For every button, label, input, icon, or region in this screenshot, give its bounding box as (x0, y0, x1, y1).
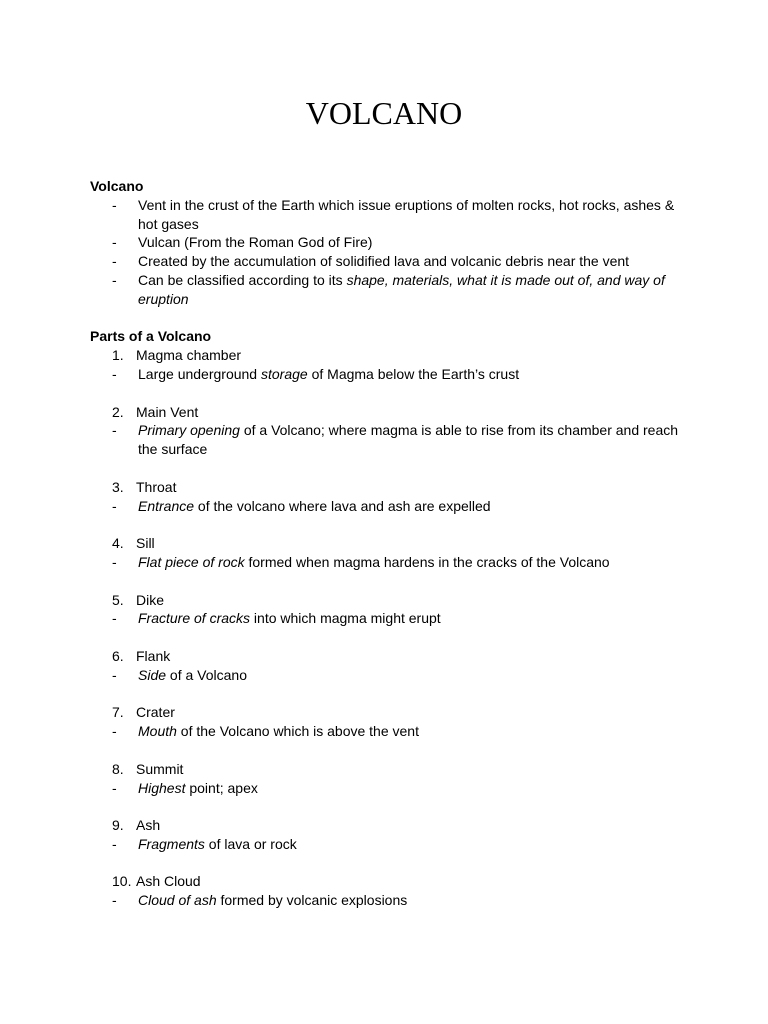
part-description-row (90, 835, 690, 854)
bullet-text-plain: Can be classified according to its (138, 271, 347, 288)
page-title: VOLCANO (305, 95, 463, 131)
dash-marker: - (112, 835, 117, 852)
part-name-row (90, 346, 690, 365)
part-number: 1. (112, 347, 124, 364)
part-description-row (90, 666, 690, 685)
part-description-row (90, 891, 690, 910)
part-description-row (90, 722, 690, 741)
dash-marker: - (112, 422, 117, 439)
part-description-italic: Side (138, 666, 167, 683)
dash-marker: - (112, 497, 117, 514)
part-number: 8. (112, 760, 124, 777)
part-number: 2. (112, 403, 124, 420)
document-content (90, 177, 690, 910)
part-name-row (90, 403, 690, 422)
part-item (90, 816, 690, 872)
part-description-italic: Cloud of ash (138, 892, 217, 909)
part-description-row (90, 421, 690, 459)
part-name: Crater (136, 704, 175, 721)
dash-marker: - (112, 253, 117, 270)
dash-marker: - (112, 365, 117, 382)
part-description (138, 609, 690, 628)
part-description-row (90, 553, 690, 572)
volcano-bullet-list (90, 196, 690, 309)
part-item (90, 703, 690, 759)
part-item (90, 478, 690, 534)
part-name: Sill (136, 535, 155, 552)
part-description (138, 497, 690, 516)
dash-marker: - (112, 779, 117, 796)
dash-marker: - (112, 666, 117, 683)
bullet-item (90, 271, 690, 309)
part-description-italic: Flat piece of rock (138, 553, 245, 570)
part-item (90, 872, 690, 910)
part-item (90, 346, 690, 402)
part-name: Dike (136, 591, 165, 608)
dash-marker: - (112, 553, 117, 570)
bullet-item (90, 233, 690, 252)
part-number: 4. (112, 535, 124, 552)
part-number: 5. (112, 591, 124, 608)
part-item (90, 760, 690, 816)
part-description-italic: Fracture of cracks (138, 610, 251, 627)
dash-marker: - (112, 196, 117, 213)
part-item (90, 647, 690, 703)
part-description-row (90, 779, 690, 798)
part-description-row (90, 365, 690, 384)
part-name: Ash Cloud (136, 873, 201, 890)
bullet-text: Vulcan (From the Roman God of Fire) (138, 234, 373, 251)
dash-marker: - (112, 234, 117, 251)
bullet-item (90, 196, 690, 234)
part-name: Throat (136, 478, 177, 495)
bullet-text: Created by the accumulation of solidified lava and volcanic debris near the vent (138, 253, 630, 270)
part-description-plain: of the Volcano which is above the vent (176, 723, 419, 740)
part-name: Flank (136, 647, 171, 664)
part-description-plain: Large underground (138, 365, 261, 382)
part-name-row (90, 816, 690, 835)
part-number: 10. (112, 873, 132, 890)
part-description-plain: point; apex (185, 779, 258, 796)
part-name-row (90, 647, 690, 666)
part-item (90, 534, 690, 590)
part-description-plain: of a Volcano (166, 666, 247, 683)
part-description-row (90, 497, 690, 516)
part-name: Summit (136, 760, 184, 777)
part-description-italic: Entrance (138, 497, 195, 514)
part-name-row (90, 534, 690, 553)
section-heading-volcano: Volcano (90, 178, 144, 194)
part-description-plain: of lava or rock (204, 835, 297, 852)
dash-marker: - (112, 723, 117, 740)
part-description-plain: formed by volcanic explosions (216, 892, 408, 909)
part-description-plain: of Magma below the Earth’s crust (307, 365, 520, 382)
part-description-italic: Primary opening (138, 422, 240, 439)
part-description-italic: storage (261, 365, 308, 382)
part-item (90, 403, 690, 478)
part-name-row (90, 703, 690, 722)
part-name: Ash (136, 817, 161, 834)
part-description-plain: formed when magma hardens in the cracks of the Volcano (244, 553, 610, 570)
part-name-row (90, 591, 690, 610)
part-description (138, 891, 690, 910)
dash-marker: - (112, 892, 117, 909)
part-description-plain: of a Volcano; where magma is able to rise from its chamber and reach the surface (138, 422, 679, 458)
part-description (138, 421, 690, 459)
part-description-italic: Mouth (138, 723, 177, 740)
part-description-italic: Fragments (138, 835, 205, 852)
part-description (138, 722, 690, 741)
dash-marker: - (112, 610, 117, 627)
bullet-text (138, 271, 690, 309)
part-name-row (90, 760, 690, 779)
part-description (138, 553, 690, 572)
part-description-row (90, 609, 690, 628)
part-name: Main Vent (136, 403, 199, 420)
part-number: 3. (112, 478, 124, 495)
part-name: Magma chamber (136, 347, 242, 364)
part-number: 9. (112, 817, 124, 834)
bullet-text-italic: shape, materials, what it is made out of, and way of eruption (138, 271, 665, 307)
dash-marker: - (112, 271, 117, 288)
part-description (138, 779, 690, 798)
parts-list (90, 346, 690, 910)
part-description (138, 666, 690, 685)
part-number: 6. (112, 647, 124, 664)
bullet-text: Vent in the crust of the Earth which issue eruptions of molten rocks, hot rocks, ashes & hot gases (138, 196, 675, 232)
part-name-row (90, 478, 690, 497)
part-description-italic: Highest (138, 779, 186, 796)
part-number: 7. (112, 704, 124, 721)
bullet-item (90, 252, 690, 271)
part-description (138, 835, 690, 854)
section-heading-parts: Parts of a Volcano (90, 328, 212, 345)
part-name-row (90, 872, 690, 891)
part-item (90, 591, 690, 647)
part-description-plain: into which magma might erupt (250, 610, 441, 627)
part-description (138, 365, 690, 384)
part-description-plain: of the volcano where lava and ash are expelled (194, 497, 491, 514)
